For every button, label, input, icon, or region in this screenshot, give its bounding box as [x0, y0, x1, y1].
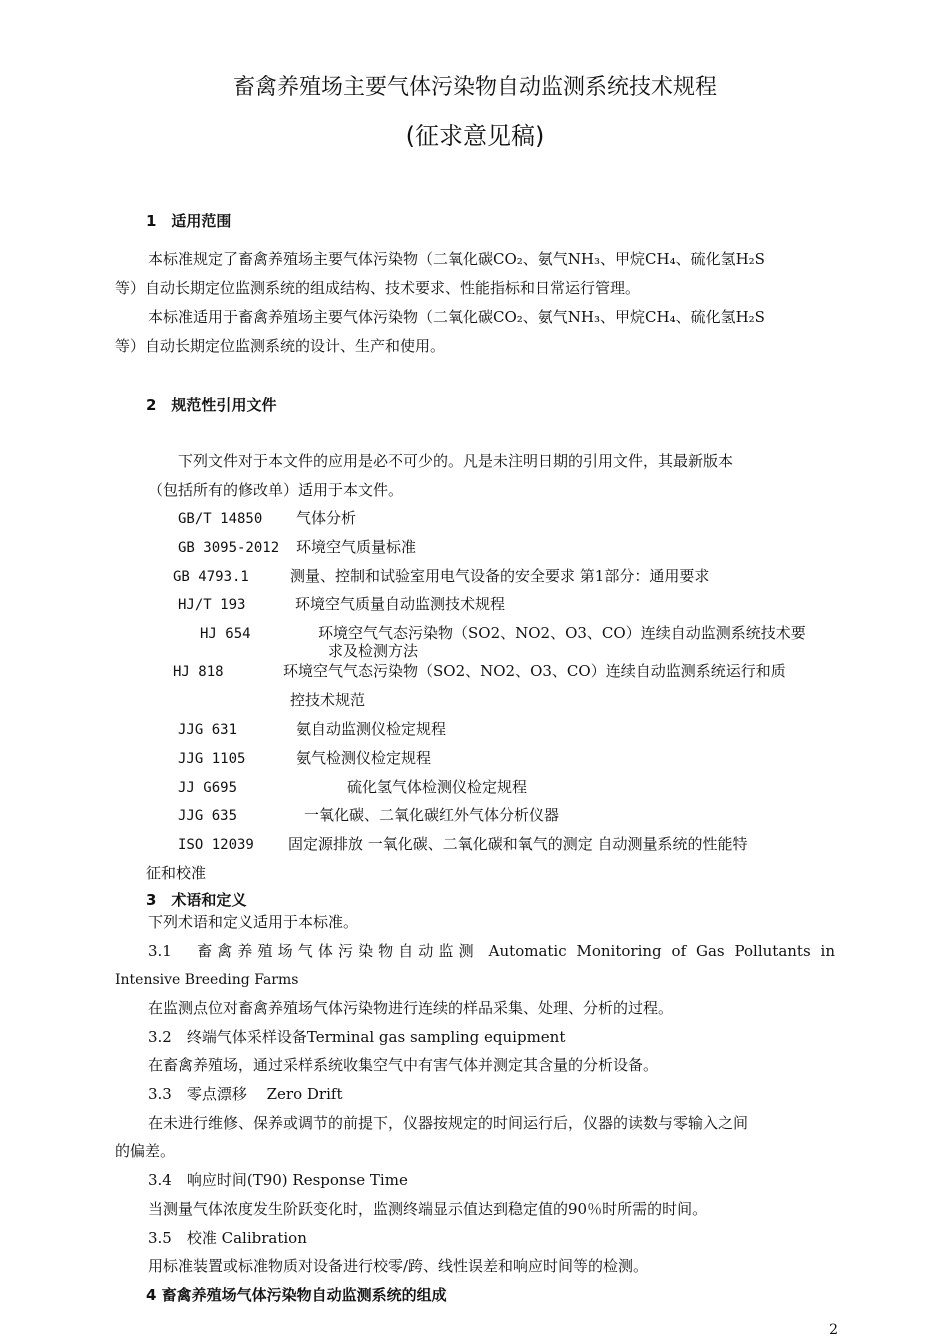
term-3-3-definition-line-2: 的偏差。 — [115, 1142, 176, 1160]
page-number: 2 — [829, 1322, 838, 1338]
term-3-3-definition-line-1: 在未进行维修、保养或调节的前提下，仪器按规定的时间运行后，仪器的读数与零输入之间 — [148, 1114, 749, 1132]
reference-item — [200, 623, 806, 644]
reference-title: 测量、控制和试验室用电气设备的安全要求 第1部分：通用要求 — [290, 567, 710, 585]
reference-title: 固定源排放 一氧化碳、二氧化碳和氧气的测定 自动测量系统的性能特 — [288, 835, 748, 853]
reference-code: JJG 635 — [178, 808, 238, 824]
term-3-1-line-2: Intensive Breeding Farms — [115, 972, 299, 988]
reference-code: GB 4793.1 — [173, 569, 249, 585]
section-1-para-2-line-2: 等）自动长期定位监测系统的设计、生产和使用。 — [115, 337, 446, 355]
reference-item — [173, 566, 709, 587]
reference-code: JJG 631 — [178, 722, 238, 738]
term-3-1-definition: 在监测点位对畜禽养殖场气体污染物进行连续的样品采集、处理、分析的过程。 — [148, 999, 674, 1017]
reference-code: HJ/T 193 — [178, 597, 246, 613]
reference-code: GB/T 14850 — [178, 511, 263, 527]
term-3-2: 3.2 终端气体采样设备Terminal gas sampling equipment — [148, 1028, 566, 1046]
reference-item — [178, 834, 748, 855]
section-3-heading: 3 术语和定义 — [146, 891, 247, 909]
section-2-intro-line-2: （包括所有的修改单）适用于本文件。 — [148, 481, 404, 499]
term-3-2-definition: 在畜禽养殖场，通过采样系统收集空气中有害气体并测定其含量的分析设备。 — [148, 1056, 659, 1074]
term-3-3: 3.3 零点漂移 Zero Drift — [148, 1085, 343, 1103]
reference-code: JJG 1105 — [178, 751, 246, 767]
reference-title: 气体分析 — [296, 509, 357, 527]
reference-title: 环境空气气态污染物（SO2、NO2、O3、CO）连续自动监测系统技术要 — [318, 624, 806, 642]
reference-code: GB 3095-2012 — [178, 540, 280, 556]
section-2-intro-line-1: 下列文件对于本文件的应用是必不可少的。凡是未注明日期的引用文件，其最新版本 — [178, 452, 734, 470]
reference-title-continuation: 控技术规范 — [290, 691, 366, 709]
section-4-heading: 4 畜禽养殖场气体污染物自动监测系统的组成 — [146, 1286, 447, 1304]
reference-code: HJ 818 — [173, 664, 224, 680]
reference-title: 环境空气质量标准 — [296, 538, 417, 556]
reference-title-continuation: 征和校准 — [146, 864, 207, 882]
reference-code: ISO 12039 — [178, 837, 254, 853]
reference-item — [178, 748, 431, 769]
section-1-para-2-line-1: 本标准适用于畜禽养殖场主要气体污染物（二氧化碳CO₂、氨气NH₃、甲烷CH₄、硫化氢H₂S — [148, 308, 765, 326]
term-3-4: 3.4 响应时间(T90) Response Time — [148, 1171, 408, 1189]
reference-item — [178, 719, 446, 740]
section-3-intro: 下列术语和定义适用于本标准。 — [148, 913, 359, 931]
reference-item — [178, 805, 559, 826]
reference-code: HJ 654 — [200, 626, 251, 642]
term-3-5: 3.5 校准 Calibration — [148, 1229, 307, 1247]
section-1-para-1-line-1: 本标准规定了畜禽养殖场主要气体污染物（二氧化碳CO₂、氨气NH₃、甲烷CH₄、硫化氢H₂S — [148, 250, 765, 268]
reference-item — [173, 661, 786, 682]
document-title: 畜禽养殖场主要气体污染物自动监测系统技术规程 — [232, 75, 717, 100]
term-3-1-line-1: 3.1 畜禽养殖场气体污染物自动监测 Automatic Monitoring of Gas Pollutants in — [148, 942, 835, 960]
term-3-4-definition: 当测量气体浓度发生阶跃变化时，监测终端显示值达到稳定值的90％时所需的时间。 — [148, 1200, 708, 1218]
reference-title: 硫化氢气体检测仪检定规程 — [347, 778, 528, 796]
reference-title: 一氧化碳、二氧化碳红外气体分析仪器 — [304, 806, 560, 824]
section-1-para-1-line-2: 等）自动长期定位监测系统的组成结构、技术要求、性能指标和日常运行管理。 — [115, 279, 641, 297]
reference-title: 环境空气质量自动监测技术规程 — [295, 595, 506, 613]
document-subtitle: (征求意见稿) — [405, 122, 545, 150]
section-2-heading: 2 规范性引用文件 — [146, 396, 277, 414]
reference-title: 环境空气气态污染物（SO2、NO2、O3、CO）连续自动监测系统运行和质 — [283, 662, 786, 680]
reference-title: 氨自动监测仪检定规程 — [296, 720, 447, 738]
term-3-5-definition: 用标准装置或标准物质对设备进行校零/跨、线性误差和响应时间等的检测。 — [148, 1257, 649, 1275]
reference-title: 氨气检测仪检定规程 — [296, 749, 432, 767]
section-1-heading: 1 适用范围 — [146, 212, 232, 230]
reference-code: JJ G695 — [178, 780, 238, 796]
reference-item — [178, 537, 416, 558]
reference-item — [178, 594, 505, 615]
reference-item — [178, 508, 356, 529]
reference-item — [178, 777, 527, 798]
reference-title-continuation: 求及检测方法 — [328, 642, 419, 660]
